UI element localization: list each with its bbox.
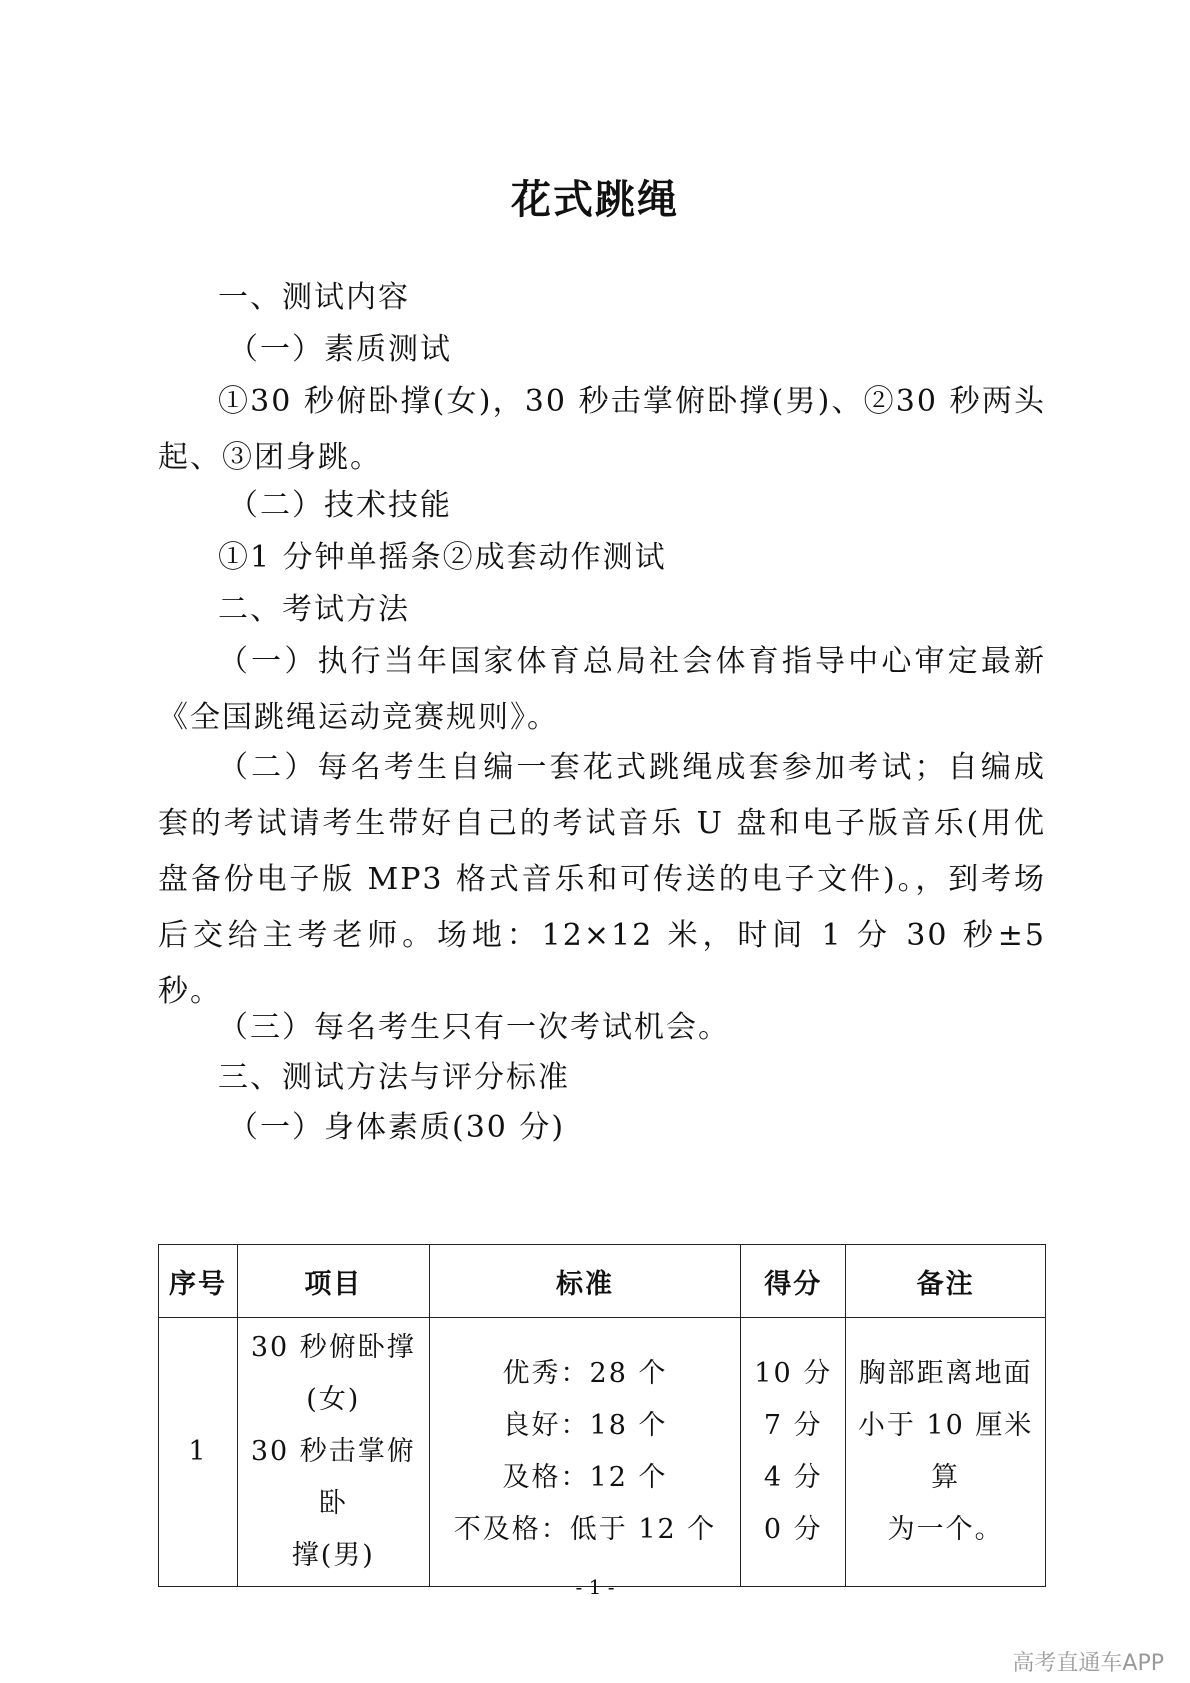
watermark: 高考直通车APP xyxy=(1012,1651,1164,1676)
note-line: 胸部距离地面 xyxy=(858,1358,1033,1389)
item-line: (女) xyxy=(306,1384,361,1415)
header-note: 备注 xyxy=(846,1245,1046,1318)
table-header-row xyxy=(159,1245,1046,1318)
header-no: 序号 xyxy=(159,1245,238,1318)
section-2-paragraph-2: （二）每名考生自编一套花式跳绳成套参加考试；自编成套的考试请考生带好自己的考试音乐 U 盘和电子版音乐(用优盘备份电子版 MP3 格式音乐和可传送的电子文件)。，到考场后交给主考老师。场地：12×12 米，时间 1 分 30 秒±5 秒。 xyxy=(158,750,1046,1009)
section-2-paragraph-1: （一）执行当年国家体育总局社会体育指导中心审定最新《全国跳绳运动竞赛规则》。 xyxy=(158,644,1046,735)
standard-line: 优秀：28 个 xyxy=(502,1358,668,1389)
score-line: 4 分 xyxy=(763,1462,823,1493)
item-line: 撑(男) xyxy=(291,1540,375,1571)
section-3-heading: 三、测试方法与评分标准 xyxy=(218,1060,570,1095)
item-line: 30 秒俯卧撑 xyxy=(250,1332,416,1363)
score-table xyxy=(158,1244,1046,1587)
cell-standard xyxy=(429,1318,741,1587)
section-1-sub-1: （一）素质测试 xyxy=(228,332,452,367)
page-number: - 1 - xyxy=(575,1575,615,1599)
note-line: 为一个。 xyxy=(887,1514,1004,1545)
note-line: 小于 10 厘米算 xyxy=(857,1410,1034,1493)
section-1-heading: 一、测试内容 xyxy=(218,280,410,315)
cell-note xyxy=(846,1318,1046,1587)
section-1-sub-2-text: ①1 分钟单摇条②成套动作测试 xyxy=(218,540,667,575)
section-3-sub-1: （一）身体素质(30 分) xyxy=(228,1110,566,1145)
header-score: 得分 xyxy=(741,1245,846,1318)
score-line: 0 分 xyxy=(763,1514,823,1545)
table-row xyxy=(159,1318,1046,1587)
section-1-sub-1-text: ①30 秒俯卧撑(女)，30 秒击掌俯卧撑(男)、②30 秒两头起、③团身跳。 xyxy=(158,384,1046,475)
score-line: 10 分 xyxy=(754,1358,833,1389)
standard-line: 不及格：低于 12 个 xyxy=(453,1514,717,1545)
cell-no: 1 xyxy=(159,1318,238,1587)
cell-item xyxy=(237,1318,429,1587)
standard-line: 及格：12 个 xyxy=(502,1462,668,1493)
score-line: 7 分 xyxy=(763,1410,823,1441)
section-2-paragraph-3: （三）每名考生只有一次考试机会。 xyxy=(218,1010,730,1045)
standard-line: 良好：18 个 xyxy=(502,1410,668,1441)
cell-score xyxy=(741,1318,846,1587)
section-2-heading: 二、考试方法 xyxy=(218,592,410,627)
header-standard: 标准 xyxy=(429,1245,741,1318)
item-line: 30 秒击掌俯卧 xyxy=(250,1436,416,1519)
header-item: 项目 xyxy=(237,1245,429,1318)
section-1-sub-2: （二）技术技能 xyxy=(228,488,452,523)
document-title: 花式跳绳 xyxy=(511,177,679,223)
